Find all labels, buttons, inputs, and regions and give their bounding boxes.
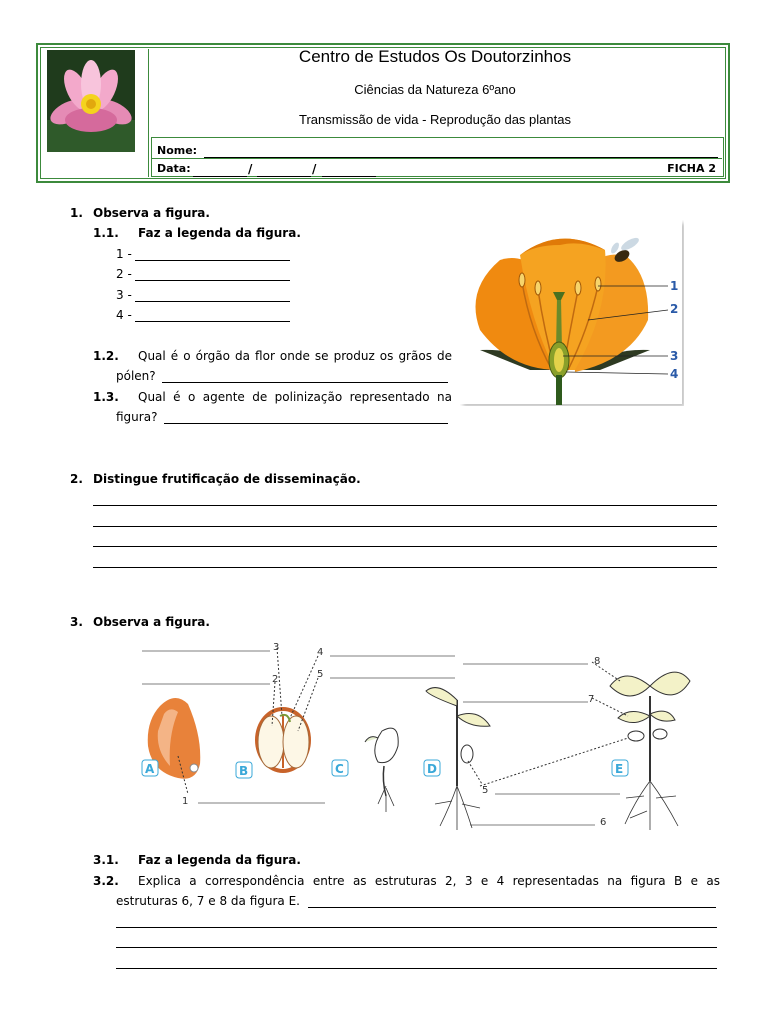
- q1-2-text: Qual é o órgão da flor onde se produz os grãos de: [138, 349, 452, 363]
- seed-letter-a: A: [145, 762, 155, 776]
- figure-number-8: 8: [594, 656, 601, 667]
- name-field[interactable]: [204, 157, 718, 158]
- legend-answer-3[interactable]: [135, 301, 290, 302]
- q3-2-number: 3.2.: [93, 874, 119, 888]
- q3-1-number: 3.1.: [93, 853, 119, 867]
- figure-number-7: 7: [588, 694, 595, 705]
- q1-3-text-cont: figura?: [116, 410, 158, 424]
- q1-1-number: 1.1.: [93, 226, 119, 240]
- date-day-field[interactable]: [193, 176, 247, 177]
- legend-answer-2[interactable]: [135, 280, 290, 281]
- legend-answer-1[interactable]: [135, 260, 290, 261]
- legend-item-2: 2 -: [116, 267, 132, 281]
- legend-item-4: 4 -: [116, 308, 132, 322]
- q2-answer-line[interactable]: [93, 546, 717, 547]
- name-label: Nome:: [157, 144, 198, 157]
- figure-number-3: 3: [273, 642, 280, 653]
- q3-2-answer-line[interactable]: [116, 968, 717, 969]
- flower-label-2: 2: [670, 302, 679, 316]
- date-separator: /: [248, 162, 253, 176]
- q3-number: 3.: [70, 615, 83, 629]
- q1-2-answer[interactable]: [162, 382, 448, 383]
- q2-answer-line[interactable]: [93, 526, 717, 527]
- lotus-flower-logo: [47, 50, 135, 152]
- legend-item-1: 1 -: [116, 247, 132, 261]
- date-label: Data:: [157, 162, 191, 175]
- q2-text: Distingue frutificação de disseminação.: [93, 472, 361, 486]
- q3-2-answer-line[interactable]: [308, 907, 716, 908]
- q2-answer-line[interactable]: [93, 567, 717, 568]
- q1-3-text: Qual é o agente de polinização representado na: [138, 390, 452, 404]
- school-name: Centro de Estudos Os Doutorzinhos: [298, 47, 572, 66]
- figure-number-4: 4: [317, 647, 324, 658]
- q1-3-answer[interactable]: [164, 423, 448, 424]
- flower-label-4: 4: [670, 367, 679, 381]
- q1-2-text-cont: pólen?: [116, 369, 156, 383]
- q3-2-text-cont: estruturas 6, 7 e 8 da figura E.: [116, 894, 300, 908]
- flower-figure: [460, 220, 684, 406]
- germination-figure: [130, 636, 695, 832]
- date-month-field[interactable]: [257, 176, 311, 177]
- q1-3-number: 1.3.: [93, 390, 119, 404]
- figure-number-6: 6: [600, 817, 607, 828]
- subject-title: Ciências da Natureza 6ºano: [354, 82, 516, 97]
- legend-answer-4[interactable]: [135, 321, 290, 322]
- flower-label-3: 3: [670, 349, 679, 363]
- student-info-separator: [152, 158, 722, 159]
- q3-2-text: Explica a correspondência entre as estruturas 2, 3 e 4 representadas na figura B e as: [138, 874, 720, 888]
- q2-answer-line[interactable]: [93, 505, 717, 506]
- legend-item-3: 3 -: [116, 288, 132, 302]
- seed-letter-e: E: [615, 762, 624, 776]
- q1-1-text: Faz a legenda da figura.: [138, 226, 301, 240]
- seed-letter-b: B: [239, 764, 249, 778]
- q1-number: 1.: [70, 206, 83, 220]
- figure-number-1: 1: [182, 796, 189, 807]
- date-separator: /: [312, 162, 317, 176]
- sheet-number: FICHA 2: [667, 162, 716, 175]
- seed-letter-c: C: [335, 762, 344, 776]
- q1-text: Observa a figura.: [93, 206, 210, 220]
- flower-label-1: 1: [670, 279, 679, 293]
- q3-text: Observa a figura.: [93, 615, 210, 629]
- q3-2-answer-line[interactable]: [116, 927, 717, 928]
- figure-number-5: 5: [317, 669, 324, 680]
- topic-title: Transmissão de vida - Reprodução das plantas: [299, 112, 571, 127]
- figure-number-5b: 5: [482, 785, 489, 796]
- figure-number-2: 2: [272, 674, 279, 685]
- q1-2-number: 1.2.: [93, 349, 119, 363]
- q3-2-answer-line[interactable]: [116, 947, 717, 948]
- q2-number: 2.: [70, 472, 83, 486]
- q3-1-text: Faz a legenda da figura.: [138, 853, 301, 867]
- seed-letter-d: D: [427, 762, 437, 776]
- date-year-field[interactable]: [322, 176, 376, 177]
